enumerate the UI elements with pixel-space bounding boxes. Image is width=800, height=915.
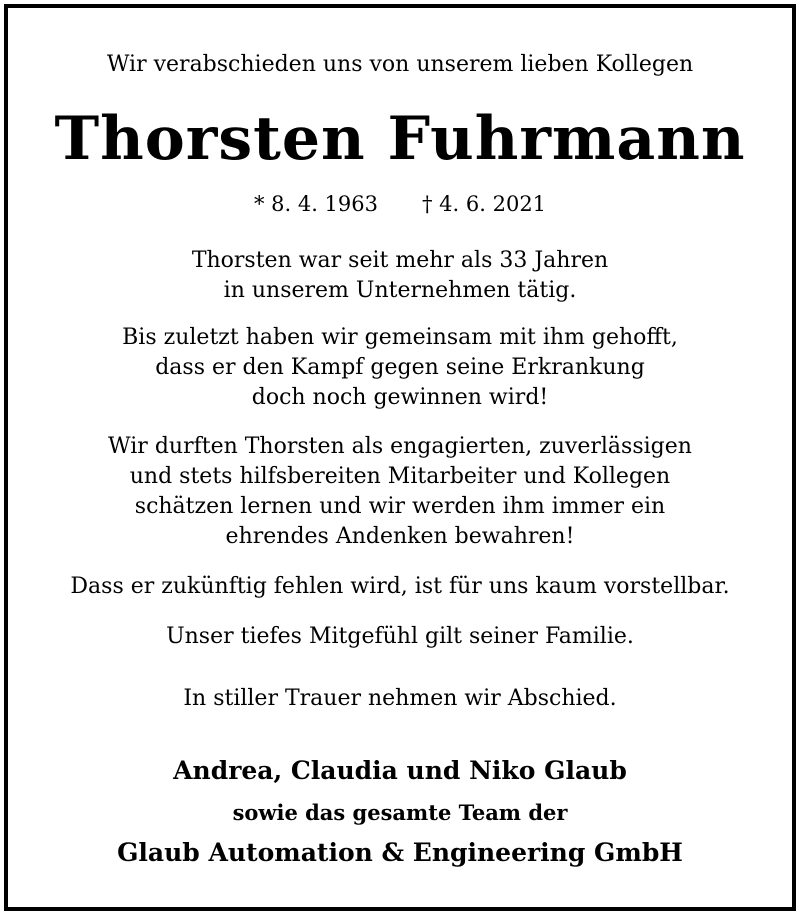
- text-line: Unser tiefes Mitgefühl gilt seiner Familie.: [166, 624, 634, 649]
- signature-names: Andrea, Claudia und Niko Glaub: [173, 756, 627, 785]
- signature-company: Glaub Automation & Engineering GmbH: [117, 838, 683, 867]
- paragraph-farewell: [8, 684, 792, 714]
- death-date: † 4. 6. 2021: [422, 192, 547, 216]
- text-line: dass er den Kampf gegen seine Erkrankung: [155, 355, 645, 380]
- paragraph-tenure: [8, 246, 792, 306]
- text-line: Wir durften Thorsten als engagierten, zuverlässigen: [108, 434, 692, 459]
- paragraph-remembrance: [8, 432, 792, 552]
- paragraph-hope: [8, 323, 792, 413]
- text-line: Thorsten war seit mehr als 33 Jahren: [191, 248, 609, 273]
- text-line: Bis zuletzt haben wir gemeinsam mit ihm gehofft,: [122, 325, 678, 350]
- text-line: in unserem Unternehmen tätig.: [223, 278, 577, 303]
- obituary-notice: [4, 4, 796, 911]
- text-line: und stets hilfsbereiten Mitarbeiter und Kollegen: [129, 464, 671, 489]
- text-line: doch noch gewinnen wird!: [251, 385, 549, 410]
- text-line: In stiller Trauer nehmen wir Abschied.: [183, 686, 617, 711]
- paragraph-missed: [8, 572, 792, 602]
- birth-date: * 8. 4. 1963: [253, 192, 378, 216]
- text-line: schätzen lernen und wir werden ihm immer ein: [134, 494, 666, 519]
- deceased-name: Thorsten Fuhrmann: [54, 104, 746, 174]
- text-line: ehrendes Andenken bewahren!: [225, 524, 575, 549]
- life-dates: [8, 192, 792, 216]
- paragraph-sympathy: [8, 622, 792, 652]
- signature-team: sowie das gesamte Team der: [232, 800, 568, 825]
- text-line: Dass er zukünftig fehlen wird, ist für uns kaum vorstellbar.: [70, 574, 730, 599]
- intro-text: Wir verabschieden uns von unserem lieben Kollegen: [106, 52, 694, 77]
